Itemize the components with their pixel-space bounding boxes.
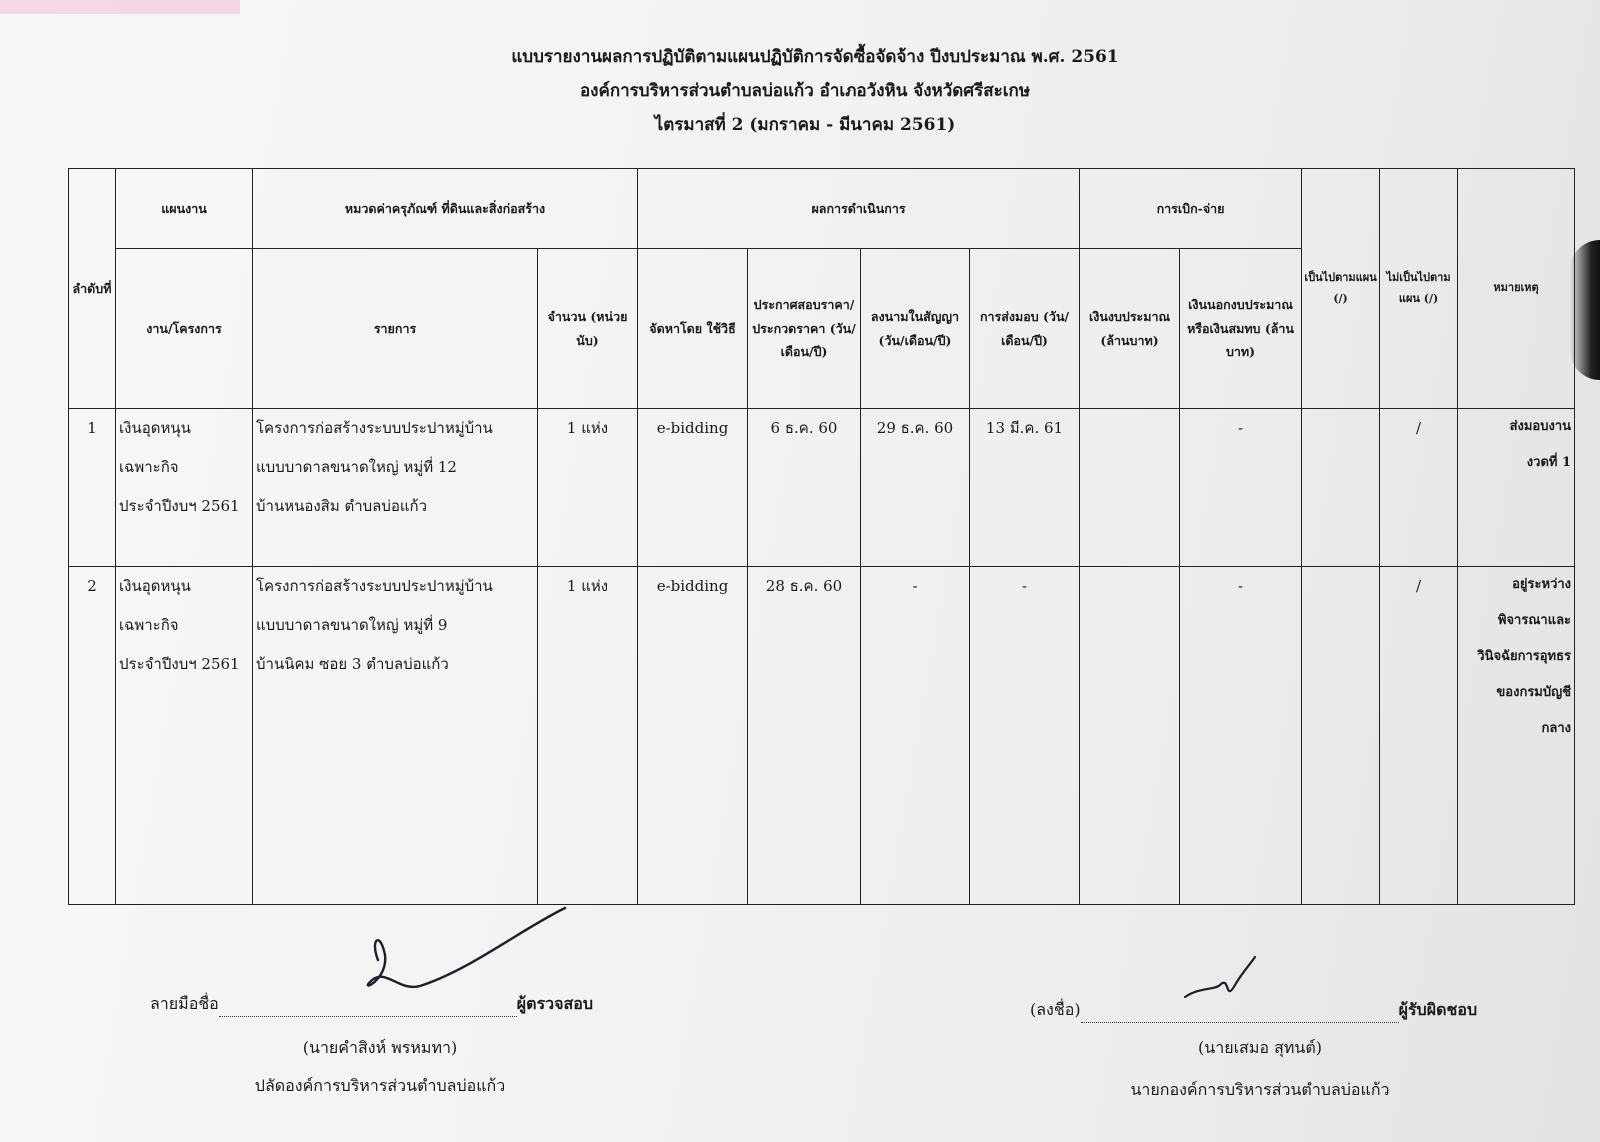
col-order-header: ลำดับที่ [69,169,116,409]
col-remark-header: หมายเหตุ [1458,169,1575,409]
row-method: e-bidding [638,567,748,905]
row-contract: 29 ธ.ค. 60 [861,409,970,567]
col-quantity-header: จำนวน (หน่วยนับ) [538,249,638,409]
row-offplan: / [1380,567,1458,905]
pink-tab-decoration [0,0,240,14]
inspector-name: (นายคำสิงห์ พรหมทา) [302,1038,458,1057]
row-remark: ส่งมอบงาน งวดที่ 1 [1458,409,1575,567]
signature-role: ผู้รับผิดชอบ [1398,1000,1478,1019]
row-no: 1 [69,409,116,567]
col-offbudget-header: เงินนอกงบประมาณ หรือเงินสมทบ (ล้านบาท) [1180,249,1302,409]
responsible-position: นายกองค์การบริหารส่วนตำบลบ่อแก้ว [1130,1080,1390,1099]
signature-role: ผู้ตรวจสอบ [516,994,594,1013]
handwritten-signature-left [340,900,580,1010]
header-row-1 [69,169,1575,249]
table-row [69,567,1575,905]
col-plan-header: แผนงาน [116,169,253,249]
report-header [0,40,1600,142]
row-contract: - [861,567,970,905]
row-plan: เงินอุดหนุน เฉพาะกิจ ประจำปีงบฯ 2561 [116,567,253,905]
row-method: e-bidding [638,409,748,567]
col-disbursement-header: การเบิก-จ่าย [1080,169,1302,249]
col-onplan-header: เป็นไปตามแผน (/) [1302,169,1380,409]
row-announce: 28 ธ.ค. 60 [748,567,861,905]
row-offbudget: - [1180,567,1302,905]
col-offplan-header: ไม่เป็นไปตามแผน (/) [1380,169,1458,409]
procurement-table [68,168,1575,905]
report-title: แบบรายงานผลการปฏิบัติตามแผนปฏิบัติการจัดซื้อจัดจ้าง ปีงบประมาณ พ.ศ. 2561 [511,47,1119,67]
inspector-position: ปลัดองค์การบริหารส่วนตำบลบ่อแก้ว [254,1076,506,1095]
row-budget [1080,409,1180,567]
col-contract-header: ลงนามในสัญญา (วัน/เดือน/ปี) [861,249,970,409]
signature-prefix: ลายมือชื่อ [150,994,219,1013]
report-quarter: ไตรมาสที่ 2 (มกราคม - มีนาคม 2561) [654,115,956,135]
col-announce-header: ประกาศสอบราคา/ประกวดราคา (วัน/เดือน/ปี) [748,249,861,409]
col-results-header: ผลการดำเนินการ [638,169,1080,249]
row-delivery: 13 มี.ค. 61 [970,409,1080,567]
responsible-name: (นายเสมอ สุทนต์) [1198,1038,1322,1057]
row-quantity: 1 แห่ง [538,409,638,567]
col-method-header: จัดหาโดย ใช้วิธี [638,249,748,409]
col-category-header: หมวดค่าครุภัณฑ์ ที่ดินและสิ่งก่อสร้าง [253,169,638,249]
col-delivery-header: การส่งมอบ (วัน/เดือน/ปี) [970,249,1080,409]
row-item: โครงการก่อสร้างระบบประปาหมู่บ้าน แบบบาดาลขนาดใหญ่ หมู่ที่ 12 บ้านหนองสิม ตำบลบ่อแก้ว [253,409,538,567]
row-onplan [1302,409,1380,567]
col-item-header: รายการ [253,249,538,409]
handwritten-signature-right [1180,955,1280,1010]
col-project-header: งาน/โครงการ [116,249,253,409]
signature-prefix: (ลงชื่อ) [1030,1000,1081,1019]
row-no: 2 [69,567,116,905]
row-remark: อยู่ระหว่าง พิจารณาและ วินิจฉัยการอุทธร ของกรมบัญชี กลาง [1458,567,1575,905]
row-onplan [1302,567,1380,905]
col-budget-header: เงินงบประมาณ (ล้านบาท) [1080,249,1180,409]
row-plan: เงินอุดหนุน เฉพาะกิจ ประจำปีงบฯ 2561 [116,409,253,567]
row-quantity: 1 แห่ง [538,567,638,905]
row-budget [1080,567,1180,905]
report-organization: องค์การบริหารส่วนตำบลบ่อแก้ว อำเภอวังหิน จังหวัดศรีสะเกษ [579,81,1031,101]
row-offbudget: - [1180,409,1302,567]
row-item: โครงการก่อสร้างระบบประปาหมู่บ้าน แบบบาดาลขนาดใหญ่ หมู่ที่ 9 บ้านนิคม ซอย 3 ตำบลบ่อแก้ว [253,567,538,905]
row-delivery: - [970,567,1080,905]
table-row [69,409,1575,567]
row-offplan: / [1380,409,1458,567]
row-announce: 6 ธ.ค. 60 [748,409,861,567]
